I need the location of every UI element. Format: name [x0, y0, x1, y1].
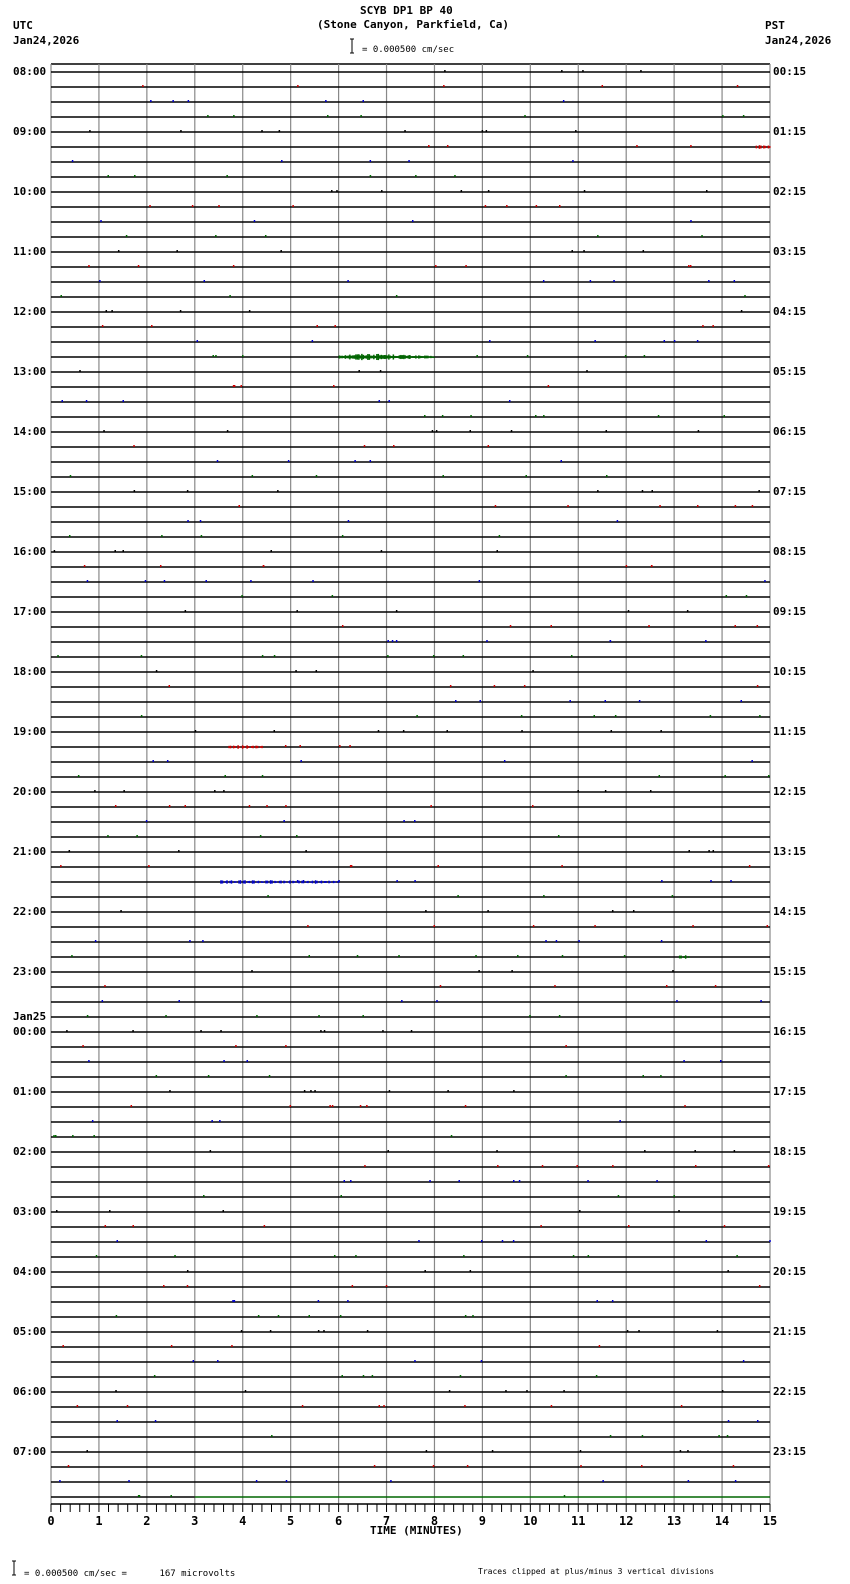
event-signal [303, 881, 305, 884]
chart-subtitle: (Stone Canyon, Parkfield, Ca) [317, 18, 510, 31]
event-signal [363, 355, 365, 359]
x-tick-label: 14 [714, 1514, 730, 1528]
event-signal [234, 746, 236, 748]
event-signal [370, 356, 372, 359]
event-signal [409, 355, 411, 359]
event-signal [253, 880, 255, 883]
event-signal [355, 354, 357, 359]
event-signal [312, 881, 314, 884]
event-signal [261, 881, 263, 883]
utc-hour-label: 02:00 [13, 1145, 47, 1158]
event-signal [369, 354, 371, 360]
utc-hour-label: 10:00 [13, 185, 47, 198]
event-signal [262, 881, 264, 883]
footer-scale-legend: = 0.000500 cm/sec = 167 microvolts [24, 1569, 236, 1579]
pst-hour-label: 11:15 [773, 725, 807, 738]
event-signal [429, 356, 431, 358]
event-signal [270, 880, 272, 884]
event-signal [239, 746, 241, 748]
event-signal [242, 745, 244, 748]
event-signal [414, 356, 416, 358]
pst-hour-label: 06:15 [773, 425, 807, 438]
utc-hour-label: 15:00 [13, 485, 47, 498]
date-change-label: Jan25 [13, 1010, 47, 1023]
x-tick-label: 4 [239, 1514, 247, 1528]
event-signal [298, 881, 300, 884]
event-signal [412, 356, 414, 358]
event-signal [225, 881, 227, 883]
utc-hour-label: 07:00 [13, 1445, 47, 1458]
event-signal [385, 355, 387, 359]
event-signal [367, 354, 369, 360]
event-signal [261, 746, 263, 748]
event-signal [354, 355, 356, 359]
event-signal [283, 881, 285, 884]
utc-hour-label: 16:00 [13, 545, 47, 558]
event-signal [319, 881, 321, 883]
event-signal [423, 356, 425, 358]
event-signal [285, 881, 287, 883]
event-signal [759, 145, 761, 149]
event-signal [258, 881, 260, 883]
event-signal [679, 956, 681, 959]
event-signal [402, 355, 404, 359]
event-signal [680, 956, 682, 959]
pst-hour-label: 04:15 [773, 305, 807, 318]
utc-hour-label: 09:00 [13, 125, 47, 138]
event-signal [340, 356, 342, 358]
utc-hour-label: 00:00 [13, 1025, 47, 1038]
event-signal [256, 881, 258, 883]
event-signal [337, 881, 339, 883]
event-signal [415, 355, 417, 358]
event-signal [763, 145, 765, 148]
event-signal [330, 881, 332, 883]
pst-hour-label: 14:15 [773, 905, 807, 918]
event-signal [346, 356, 348, 358]
event-signal [348, 356, 350, 359]
x-tick-label: 11 [571, 1514, 586, 1528]
event-signal [251, 746, 253, 748]
event-signal [265, 881, 267, 884]
event-signal [418, 355, 420, 358]
event-signal [249, 881, 251, 883]
pst-hour-label: 09:15 [773, 605, 807, 618]
right-timezone: PST [765, 19, 785, 32]
event-signal [400, 355, 402, 359]
event-signal [358, 354, 360, 360]
event-signal [390, 356, 392, 359]
event-signal [391, 356, 393, 358]
event-signal [280, 881, 282, 884]
pst-hour-label: 21:15 [773, 1325, 807, 1338]
event-signal [396, 356, 398, 358]
event-signal [240, 880, 242, 884]
left-date: Jan24,2026 [13, 34, 80, 47]
event-signal [237, 745, 239, 749]
x-tick-label: 0 [47, 1514, 55, 1528]
event-signal [417, 356, 419, 358]
event-signal [276, 881, 278, 883]
pst-hour-label: 13:15 [773, 845, 807, 858]
event-signal [420, 356, 422, 358]
utc-hour-label: 12:00 [13, 305, 47, 318]
event-signal [430, 356, 432, 358]
event-signal [376, 354, 378, 360]
event-signal [255, 746, 257, 749]
utc-hour-label: 23:00 [13, 965, 47, 978]
event-signal [333, 881, 335, 883]
event-signal [343, 356, 345, 358]
event-signal [366, 355, 368, 358]
event-signal [328, 881, 330, 884]
utc-hour-label: 22:00 [13, 905, 47, 918]
utc-hour-label: 01:00 [13, 1085, 47, 1098]
event-signal [683, 956, 685, 958]
event-signal [765, 146, 767, 148]
event-signal [387, 355, 389, 358]
x-tick-label: 3 [191, 1514, 199, 1528]
event-signal [231, 880, 233, 883]
x-tick-label: 10 [523, 1514, 538, 1528]
pst-hour-label: 08:15 [773, 545, 807, 558]
chart-title: SCYB DP1 BP 40 [360, 4, 453, 17]
event-signal [243, 881, 245, 884]
event-signal [288, 881, 290, 883]
utc-hour-label: 17:00 [13, 605, 47, 618]
event-signal [306, 881, 308, 883]
event-signal [325, 881, 327, 883]
event-signal [252, 746, 254, 749]
pst-hour-label: 20:15 [773, 1265, 807, 1278]
event-signal [226, 880, 228, 883]
pst-hour-label: 02:15 [773, 185, 807, 198]
pst-hour-label: 19:15 [773, 1205, 807, 1218]
pst-hour-label: 16:15 [773, 1025, 807, 1038]
event-signal [364, 356, 366, 359]
x-tick-label: 2 [143, 1514, 151, 1528]
event-signal [372, 356, 374, 359]
event-signal [228, 746, 230, 748]
event-signal [316, 881, 318, 884]
x-tick-label: 9 [478, 1514, 487, 1528]
event-signal [267, 881, 269, 884]
x-tick-label: 13 [666, 1514, 682, 1528]
utc-hour-label: 20:00 [13, 785, 47, 798]
event-signal [252, 880, 254, 883]
event-signal [408, 355, 410, 358]
event-signal [234, 881, 236, 883]
pst-hour-label: 10:15 [773, 665, 807, 678]
event-signal [379, 355, 381, 359]
utc-hour-label: 18:00 [13, 665, 47, 678]
right-date: Jan24,2026 [765, 34, 832, 47]
x-tick-label: 8 [430, 1514, 439, 1528]
event-signal [297, 881, 299, 883]
event-signal [399, 355, 401, 358]
utc-hour-label: 06:00 [13, 1385, 47, 1398]
event-signal [257, 746, 259, 748]
event-signal [426, 356, 428, 359]
utc-hour-label: 13:00 [13, 365, 47, 378]
x-axis-label: TIME (MINUTES) [370, 1524, 463, 1537]
event-signal [244, 880, 246, 884]
pst-hour-label: 01:15 [773, 125, 807, 138]
event-signal [769, 146, 771, 148]
event-signal [685, 955, 687, 958]
event-signal [301, 881, 303, 884]
event-signal [427, 356, 429, 359]
utc-hour-label: 08:00 [13, 65, 47, 78]
utc-hour-label: 19:00 [13, 725, 47, 738]
utc-hour-label: 11:00 [13, 245, 47, 258]
event-signal [294, 881, 296, 883]
event-signal [260, 746, 262, 748]
event-signal [292, 881, 294, 883]
event-signal [411, 356, 413, 358]
pst-hour-label: 23:15 [773, 1445, 807, 1458]
event-signal [238, 880, 240, 883]
event-signal [760, 145, 762, 148]
x-tick-label: 12 [618, 1514, 634, 1528]
left-timezone: UTC [13, 19, 33, 32]
event-signal [381, 355, 383, 359]
event-signal [271, 880, 273, 883]
event-signal [289, 880, 291, 883]
clip-note: Traces clipped at plus/minus 3 vertical divisions [478, 1567, 715, 1576]
pst-hour-label: 12:15 [773, 785, 807, 798]
pst-hour-label: 00:15 [773, 65, 807, 78]
x-tick-label: 6 [334, 1514, 343, 1528]
event-signal [246, 745, 248, 748]
event-signal [229, 881, 231, 883]
x-tick-label: 1 [95, 1514, 103, 1528]
event-signal [222, 881, 224, 884]
utc-hour-label: 04:00 [13, 1265, 47, 1278]
event-signal [243, 746, 245, 748]
pst-hour-label: 15:15 [773, 965, 807, 978]
event-signal [247, 881, 249, 883]
event-signal [315, 880, 317, 883]
event-signal [388, 354, 390, 359]
event-signal [357, 354, 359, 359]
utc-hour-label: 21:00 [13, 845, 47, 858]
event-signal [233, 746, 235, 749]
event-signal [433, 357, 435, 359]
pst-hour-label: 17:15 [773, 1085, 807, 1098]
event-signal [378, 354, 380, 360]
event-signal [756, 146, 758, 149]
event-signal [351, 356, 353, 359]
event-signal [405, 355, 407, 358]
pst-hour-label: 03:15 [773, 245, 807, 258]
event-signal [220, 880, 222, 883]
event-signal [406, 356, 408, 358]
footer-scale-bar-icon [10, 1560, 18, 1576]
event-signal [248, 746, 250, 748]
event-signal [361, 354, 363, 360]
event-signal [310, 881, 312, 883]
pst-hour-label: 05:15 [773, 365, 807, 378]
pst-hour-label: 22:15 [773, 1385, 807, 1398]
event-signal [394, 356, 396, 358]
event-signal [397, 356, 399, 358]
utc-hour-label: 14:00 [13, 425, 47, 438]
event-signal [393, 354, 395, 359]
event-signal [432, 356, 434, 358]
scale-legend: = 0.000500 cm/sec [362, 45, 455, 55]
event-signal [235, 881, 237, 883]
event-signal [768, 146, 770, 149]
event-signal [279, 881, 281, 883]
event-signal [403, 355, 405, 359]
event-signal [352, 355, 354, 358]
event-signal [274, 881, 276, 883]
event-signal [307, 881, 309, 883]
x-tick-label: 15 [762, 1514, 778, 1528]
event-signal [375, 356, 377, 358]
pst-hour-label: 18:15 [773, 1145, 807, 1158]
event-signal [424, 356, 426, 359]
event-signal [324, 881, 326, 883]
event-signal [342, 356, 344, 359]
event-signal [230, 746, 232, 749]
event-signal [349, 355, 351, 360]
event-signal [321, 881, 323, 884]
pst-hour-label: 07:15 [773, 485, 807, 498]
event-signal [384, 355, 386, 359]
x-tick-label: 7 [382, 1514, 391, 1528]
event-signal [382, 355, 384, 359]
event-signal [360, 355, 362, 358]
utc-hour-label: 03:00 [13, 1205, 47, 1218]
event-signal [688, 956, 690, 958]
event-signal [339, 355, 341, 358]
event-signal [345, 355, 347, 359]
utc-hour-label: 05:00 [13, 1325, 47, 1338]
x-tick-label: 5 [287, 1514, 295, 1528]
event-signal [373, 355, 375, 360]
event-signal [421, 356, 423, 358]
event-signal [334, 881, 336, 883]
